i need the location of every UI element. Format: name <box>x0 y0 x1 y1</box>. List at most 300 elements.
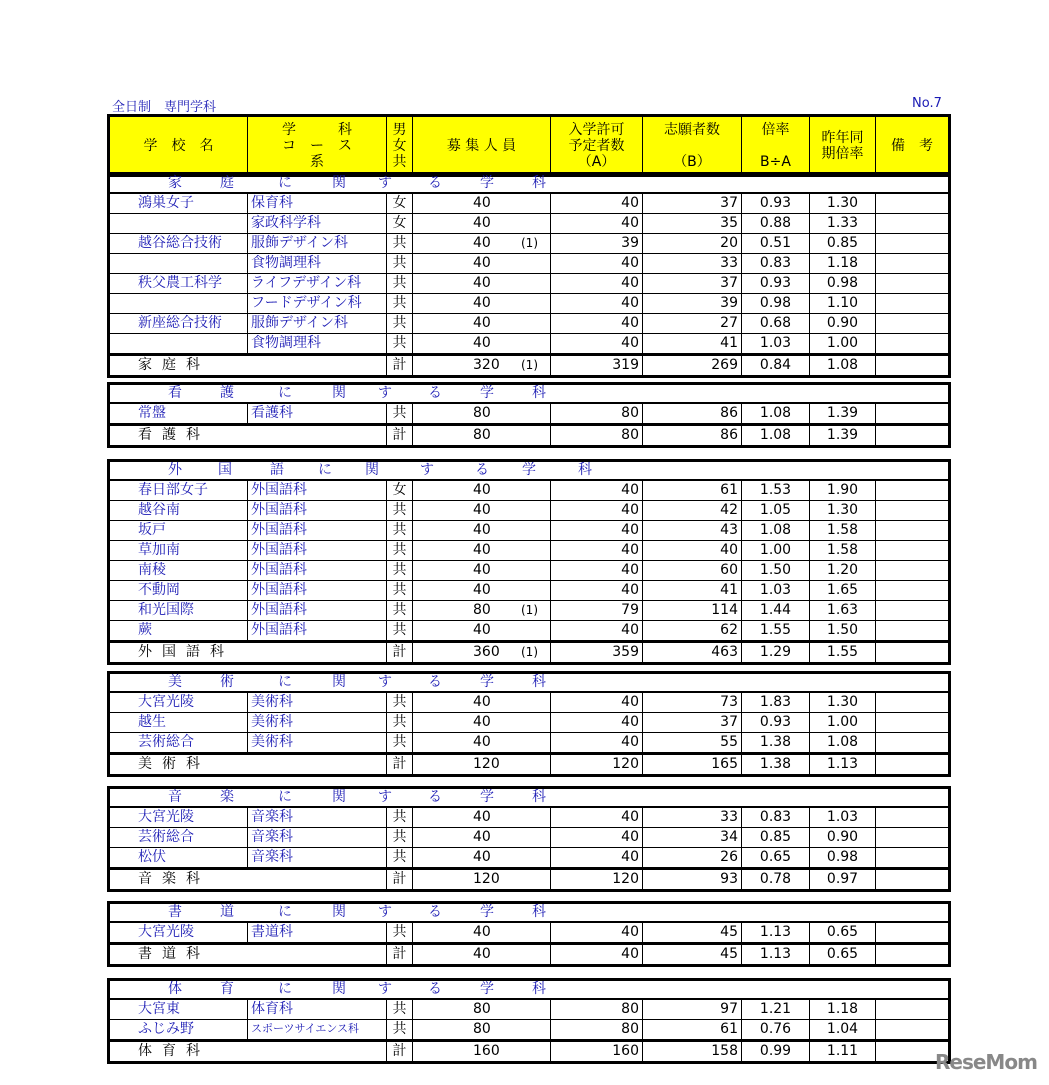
ratio: 0.98 <box>742 294 810 313</box>
planned-admission: 40 <box>551 294 643 313</box>
course-name <box>248 870 387 889</box>
applicant-count: 114 <box>643 601 742 620</box>
sex-type: 計 <box>387 945 413 964</box>
recruit-count <box>413 426 551 445</box>
ratio: 0.51 <box>742 234 810 253</box>
applicant-count: 165 <box>643 755 742 774</box>
applicant-count: 93 <box>643 870 742 889</box>
section-total-label: 体育科 <box>138 1043 210 1059</box>
section-total-row <box>110 868 948 889</box>
section-title-char: 楽 <box>220 789 234 805</box>
ratio: 1.21 <box>742 1000 810 1019</box>
recruit-value: 360 <box>473 644 500 660</box>
recruit-value: 80 <box>473 405 491 421</box>
recruit-count <box>413 601 551 620</box>
course-name: 美術科 <box>248 733 387 752</box>
section-title-char: 学 <box>480 674 494 690</box>
school-name: 不動岡 <box>110 581 248 600</box>
section-title-char: る <box>428 904 442 920</box>
col-school-header: 学 校 名 <box>110 117 248 174</box>
remarks <box>876 541 948 560</box>
sex-type: 共 <box>387 828 413 847</box>
applicant-count: 37 <box>643 274 742 293</box>
remarks <box>876 501 948 520</box>
recruit-paren: (1) <box>521 236 538 250</box>
planned-admission: 40 <box>551 621 643 640</box>
table-row <box>110 1020 948 1040</box>
applicant-count: 41 <box>643 581 742 600</box>
prev-ratio: 1.04 <box>810 1020 876 1039</box>
applicant-count: 86 <box>643 426 742 445</box>
planned-admission: 40 <box>551 274 643 293</box>
course-name <box>248 643 387 662</box>
sex-type: 共 <box>387 1000 413 1019</box>
recruit-count <box>413 693 551 712</box>
remarks <box>876 713 948 732</box>
ratio: 1.44 <box>742 601 810 620</box>
course-name: 食物調理科 <box>248 254 387 273</box>
applicant-count: 269 <box>643 356 742 375</box>
sex-type: 共 <box>387 234 413 253</box>
applicant-count: 45 <box>643 923 742 942</box>
course-name: 外国語科 <box>248 601 387 620</box>
planned-admission: 40 <box>551 481 643 500</box>
recruit-value: 40 <box>473 562 491 578</box>
course-name: 外国語科 <box>248 561 387 580</box>
sex-type: 共 <box>387 923 413 942</box>
ratio: 1.08 <box>742 521 810 540</box>
school-name: 坂戸 <box>110 521 248 540</box>
ratio: 1.13 <box>742 923 810 942</box>
applicant-count: 97 <box>643 1000 742 1019</box>
section-title <box>110 462 948 481</box>
applicant-count: 73 <box>643 693 742 712</box>
ratio: 0.93 <box>742 274 810 293</box>
recruit-count <box>413 755 551 774</box>
prev-ratio: 1.63 <box>810 601 876 620</box>
ratio: 0.78 <box>742 870 810 889</box>
remarks <box>876 1020 948 1039</box>
ratio: 1.03 <box>742 334 810 353</box>
sex-type: 共 <box>387 601 413 620</box>
school-name: 和光国際 <box>110 601 248 620</box>
planned-admission: 40 <box>551 501 643 520</box>
planned-admission: 80 <box>551 1020 643 1039</box>
ratio: 0.83 <box>742 808 810 827</box>
col-prev-header: 昨年同 期倍率 <box>810 117 876 174</box>
sex-type: 計 <box>387 1042 413 1061</box>
recruit-count <box>413 713 551 732</box>
recruit-value: 40 <box>473 542 491 558</box>
course-name <box>248 356 387 375</box>
section-title-char: る <box>428 674 442 690</box>
section-title-char: 書 <box>168 904 182 920</box>
section-title-char: 学 <box>480 385 494 401</box>
prev-ratio: 1.50 <box>810 621 876 640</box>
recruit-value: 40 <box>473 215 491 231</box>
planned-admission: 40 <box>551 334 643 353</box>
col-shigan-header: 志願者数 （B） <box>643 117 742 174</box>
column-header <box>107 114 951 177</box>
table-row <box>110 621 948 641</box>
recruit-count <box>413 1020 551 1039</box>
table-row <box>110 481 948 501</box>
recruit-value: 40 <box>473 946 491 962</box>
recruit-count <box>413 1042 551 1061</box>
table-row <box>110 601 948 621</box>
remarks <box>876 945 948 964</box>
recruit-count <box>413 808 551 827</box>
applicant-count: 41 <box>643 334 742 353</box>
course-name: ライフデザイン科 <box>248 274 387 293</box>
prev-ratio: 1.18 <box>810 254 876 273</box>
ratio: 0.76 <box>742 1020 810 1039</box>
section-title-char: 庭 <box>220 175 234 191</box>
remarks <box>876 521 948 540</box>
applicant-count: 20 <box>643 234 742 253</box>
section-title-char: 科 <box>532 981 546 997</box>
ratio: 1.03 <box>742 581 810 600</box>
course-name: 外国語科 <box>248 621 387 640</box>
section-title-char: 関 <box>332 981 346 997</box>
col-bairitsu-header: 倍率 B÷A <box>742 117 810 174</box>
section-title-char: 関 <box>332 904 346 920</box>
prev-ratio: 1.18 <box>810 1000 876 1019</box>
recruit-count <box>413 581 551 600</box>
section-title-char: 語 <box>270 462 284 478</box>
recruit-value: 40 <box>473 622 491 638</box>
recruit-count <box>413 1000 551 1019</box>
ratio: 1.50 <box>742 561 810 580</box>
sex-type: 共 <box>387 1020 413 1039</box>
recruit-count <box>413 621 551 640</box>
sex-type: 計 <box>387 755 413 774</box>
prev-ratio: 0.65 <box>810 923 876 942</box>
course-name: 音楽科 <box>248 848 387 867</box>
section-title-char: 学 <box>522 462 536 478</box>
col-kyoka-header: 入学許可 予定者数 （A） <box>551 117 643 174</box>
table-row <box>110 848 948 868</box>
recruit-value: 160 <box>473 1043 500 1059</box>
section-total-row <box>110 943 948 964</box>
applicant-count: 27 <box>643 314 742 333</box>
table-row <box>110 808 948 828</box>
prev-ratio: 1.11 <box>810 1042 876 1061</box>
remarks <box>876 808 948 827</box>
prev-ratio: 0.65 <box>810 945 876 964</box>
applicant-count: 60 <box>643 561 742 580</box>
section-table <box>107 671 951 777</box>
section-title-char: に <box>278 904 292 920</box>
applicant-count: 86 <box>643 404 742 423</box>
sex-type: 共 <box>387 808 413 827</box>
remarks <box>876 404 948 423</box>
col-sex-header: 男 女 共 <box>387 117 413 174</box>
applicant-count: 33 <box>643 808 742 827</box>
section-total-label: 看護科 <box>138 427 210 443</box>
section-title <box>110 385 948 404</box>
applicant-count: 34 <box>643 828 742 847</box>
section-title-char: に <box>278 175 292 191</box>
table-row <box>110 294 948 314</box>
school-name <box>110 214 248 233</box>
planned-admission: 80 <box>551 1000 643 1019</box>
page-header-title: 全日制 専門学科 <box>112 100 217 115</box>
sex-type: 計 <box>387 356 413 375</box>
remarks <box>876 870 948 889</box>
prev-ratio: 1.90 <box>810 481 876 500</box>
section-title <box>110 175 948 194</box>
course-name <box>248 755 387 774</box>
recruit-value: 40 <box>473 275 491 291</box>
course-name <box>248 945 387 964</box>
school-name: 秩父農工科学 <box>110 274 248 293</box>
section-title-char: 体 <box>168 981 182 997</box>
sex-type: 共 <box>387 404 413 423</box>
prev-ratio: 1.00 <box>810 713 876 732</box>
recruit-count <box>413 214 551 233</box>
section-title-char: 関 <box>365 462 379 478</box>
section-title-char: 科 <box>578 462 592 478</box>
recruit-value: 120 <box>473 871 500 887</box>
sex-type: 共 <box>387 314 413 333</box>
ratio: 1.00 <box>742 541 810 560</box>
recruit-count <box>413 541 551 560</box>
school-name: 越谷南 <box>110 501 248 520</box>
remarks <box>876 254 948 273</box>
remarks <box>876 561 948 580</box>
section-title-char: に <box>278 385 292 401</box>
recruit-value: 40 <box>473 482 491 498</box>
section-total-label: 外国語科 <box>138 644 234 660</box>
sex-type: 女 <box>387 214 413 233</box>
sex-type: 共 <box>387 274 413 293</box>
section-title-char: 関 <box>332 385 346 401</box>
recruit-value: 40 <box>473 255 491 271</box>
watermark-logo: ReseMom <box>935 1050 1037 1074</box>
course-name: 外国語科 <box>248 581 387 600</box>
sex-type: 共 <box>387 541 413 560</box>
sex-type: 共 <box>387 848 413 867</box>
planned-admission: 79 <box>551 601 643 620</box>
table-row <box>110 501 948 521</box>
section-title-char: す <box>378 385 392 401</box>
planned-admission: 40 <box>551 254 643 273</box>
planned-admission: 40 <box>551 581 643 600</box>
ratio: 1.38 <box>742 733 810 752</box>
recruit-count <box>413 356 551 375</box>
applicant-count: 26 <box>643 848 742 867</box>
table-row <box>110 828 948 848</box>
recruit-count <box>413 521 551 540</box>
prev-ratio: 1.20 <box>810 561 876 580</box>
planned-admission: 40 <box>551 521 643 540</box>
section-title-char: 看 <box>168 385 182 401</box>
recruit-count <box>413 501 551 520</box>
course-name: 外国語科 <box>248 541 387 560</box>
section-title-char: す <box>378 175 392 191</box>
section-table <box>107 459 951 665</box>
course-name: 音楽科 <box>248 808 387 827</box>
planned-admission: 40 <box>551 945 643 964</box>
section-title-char: 国 <box>218 462 232 478</box>
sex-type: 共 <box>387 693 413 712</box>
recruit-value: 40 <box>473 502 491 518</box>
remarks <box>876 214 948 233</box>
remarks <box>876 755 948 774</box>
school-name: 大宮光陵 <box>110 923 248 942</box>
sex-type: 計 <box>387 870 413 889</box>
section-title-char: 科 <box>532 175 546 191</box>
course-name: 保育科 <box>248 194 387 213</box>
table-row <box>110 404 948 424</box>
prev-ratio: 0.90 <box>810 314 876 333</box>
ratio: 0.68 <box>742 314 810 333</box>
school-name: 大宮東 <box>110 1000 248 1019</box>
recruit-count <box>413 733 551 752</box>
prev-ratio: 1.03 <box>810 808 876 827</box>
section-title-char: す <box>378 674 392 690</box>
section-title-char: 科 <box>532 904 546 920</box>
ratio: 0.93 <box>742 194 810 213</box>
planned-admission: 80 <box>551 404 643 423</box>
prev-ratio: 1.08 <box>810 356 876 375</box>
prev-ratio: 0.98 <box>810 274 876 293</box>
table-row <box>110 314 948 334</box>
planned-admission: 80 <box>551 426 643 445</box>
ratio: 0.88 <box>742 214 810 233</box>
course-name: 服飾デザイン科 <box>248 314 387 333</box>
recruit-value: 320 <box>473 357 500 373</box>
remarks <box>876 923 948 942</box>
recruit-value: 40 <box>473 195 491 211</box>
remarks <box>876 194 948 213</box>
remarks <box>876 294 948 313</box>
remarks <box>876 234 948 253</box>
remarks <box>876 621 948 640</box>
section-title-char: 学 <box>480 175 494 191</box>
ratio: 1.55 <box>742 621 810 640</box>
applicant-count: 463 <box>643 643 742 662</box>
applicant-count: 35 <box>643 214 742 233</box>
col-biko-header: 備 考 <box>891 137 933 154</box>
section-title-char: 関 <box>332 175 346 191</box>
recruit-count <box>413 481 551 500</box>
applicant-count: 39 <box>643 294 742 313</box>
applicant-count: 42 <box>643 501 742 520</box>
remarks <box>876 314 948 333</box>
recruit-value: 120 <box>473 756 500 772</box>
school-name: 松伏 <box>110 848 248 867</box>
applicant-count: 61 <box>643 1020 742 1039</box>
course-name: 家政科学科 <box>248 214 387 233</box>
section-title-char: 学 <box>480 904 494 920</box>
recruit-paren: (1) <box>521 603 538 617</box>
sex-type: 女 <box>387 194 413 213</box>
planned-admission: 40 <box>551 693 643 712</box>
school-name: 芸術総合 <box>110 733 248 752</box>
school-name: 草加南 <box>110 541 248 560</box>
prev-ratio: 1.39 <box>810 426 876 445</box>
section-total-label: 書道科 <box>138 946 210 962</box>
recruit-count <box>413 643 551 662</box>
ratio: 0.85 <box>742 828 810 847</box>
sex-type: 共 <box>387 713 413 732</box>
sex-type: 共 <box>387 294 413 313</box>
planned-admission: 120 <box>551 755 643 774</box>
ratio: 0.83 <box>742 254 810 273</box>
section-total-row <box>110 641 948 662</box>
planned-admission: 359 <box>551 643 643 662</box>
section-title-char: に <box>278 789 292 805</box>
col-course-header: 学 科 コ ー ス 系 <box>248 117 387 174</box>
prev-ratio: 1.58 <box>810 541 876 560</box>
section-title-char: に <box>278 674 292 690</box>
remarks <box>876 601 948 620</box>
recruit-value: 40 <box>473 734 491 750</box>
section-title-char: 科 <box>532 789 546 805</box>
prev-ratio: 1.30 <box>810 501 876 520</box>
section-title-char: 道 <box>220 904 234 920</box>
table-row <box>110 254 948 274</box>
section-title-char: 科 <box>532 385 546 401</box>
recruit-count <box>413 945 551 964</box>
ratio: 0.99 <box>742 1042 810 1061</box>
course-name: 外国語科 <box>248 521 387 540</box>
section-title-char: 育 <box>220 981 234 997</box>
recruit-value: 40 <box>473 694 491 710</box>
course-name: 書道科 <box>248 923 387 942</box>
section-table <box>107 786 951 892</box>
remarks <box>876 828 948 847</box>
section-title-char: 家 <box>168 175 182 191</box>
section-table <box>107 978 951 1064</box>
applicant-count: 62 <box>643 621 742 640</box>
table-row <box>110 234 948 254</box>
planned-admission: 40 <box>551 194 643 213</box>
planned-admission: 40 <box>551 314 643 333</box>
table-row <box>110 194 948 214</box>
course-name: 服飾デザイン科 <box>248 234 387 253</box>
course-name: 看護科 <box>248 404 387 423</box>
recruit-count <box>413 294 551 313</box>
applicant-count: 43 <box>643 521 742 540</box>
page-number: No.7 <box>912 96 942 111</box>
ratio: 1.13 <box>742 945 810 964</box>
applicant-count: 45 <box>643 945 742 964</box>
recruit-value: 40 <box>473 829 491 845</box>
section-title <box>110 789 948 808</box>
school-name: 越生 <box>110 713 248 732</box>
section-total-label: 音楽科 <box>138 871 210 887</box>
course-name <box>248 1042 387 1061</box>
recruit-value: 80 <box>473 427 491 443</box>
sex-type: 共 <box>387 561 413 580</box>
recruit-value: 40 <box>473 315 491 331</box>
section-title-char: る <box>428 385 442 401</box>
applicant-count: 37 <box>643 194 742 213</box>
recruit-count <box>413 561 551 580</box>
planned-admission: 40 <box>551 848 643 867</box>
recruit-value: 80 <box>473 602 491 618</box>
section-title-char: 関 <box>332 789 346 805</box>
section-title <box>110 674 948 693</box>
section-title-char: に <box>318 462 332 478</box>
course-name: フードデザイン科 <box>248 294 387 313</box>
table-row <box>110 274 948 294</box>
ratio: 1.53 <box>742 481 810 500</box>
table-row <box>110 1000 948 1020</box>
